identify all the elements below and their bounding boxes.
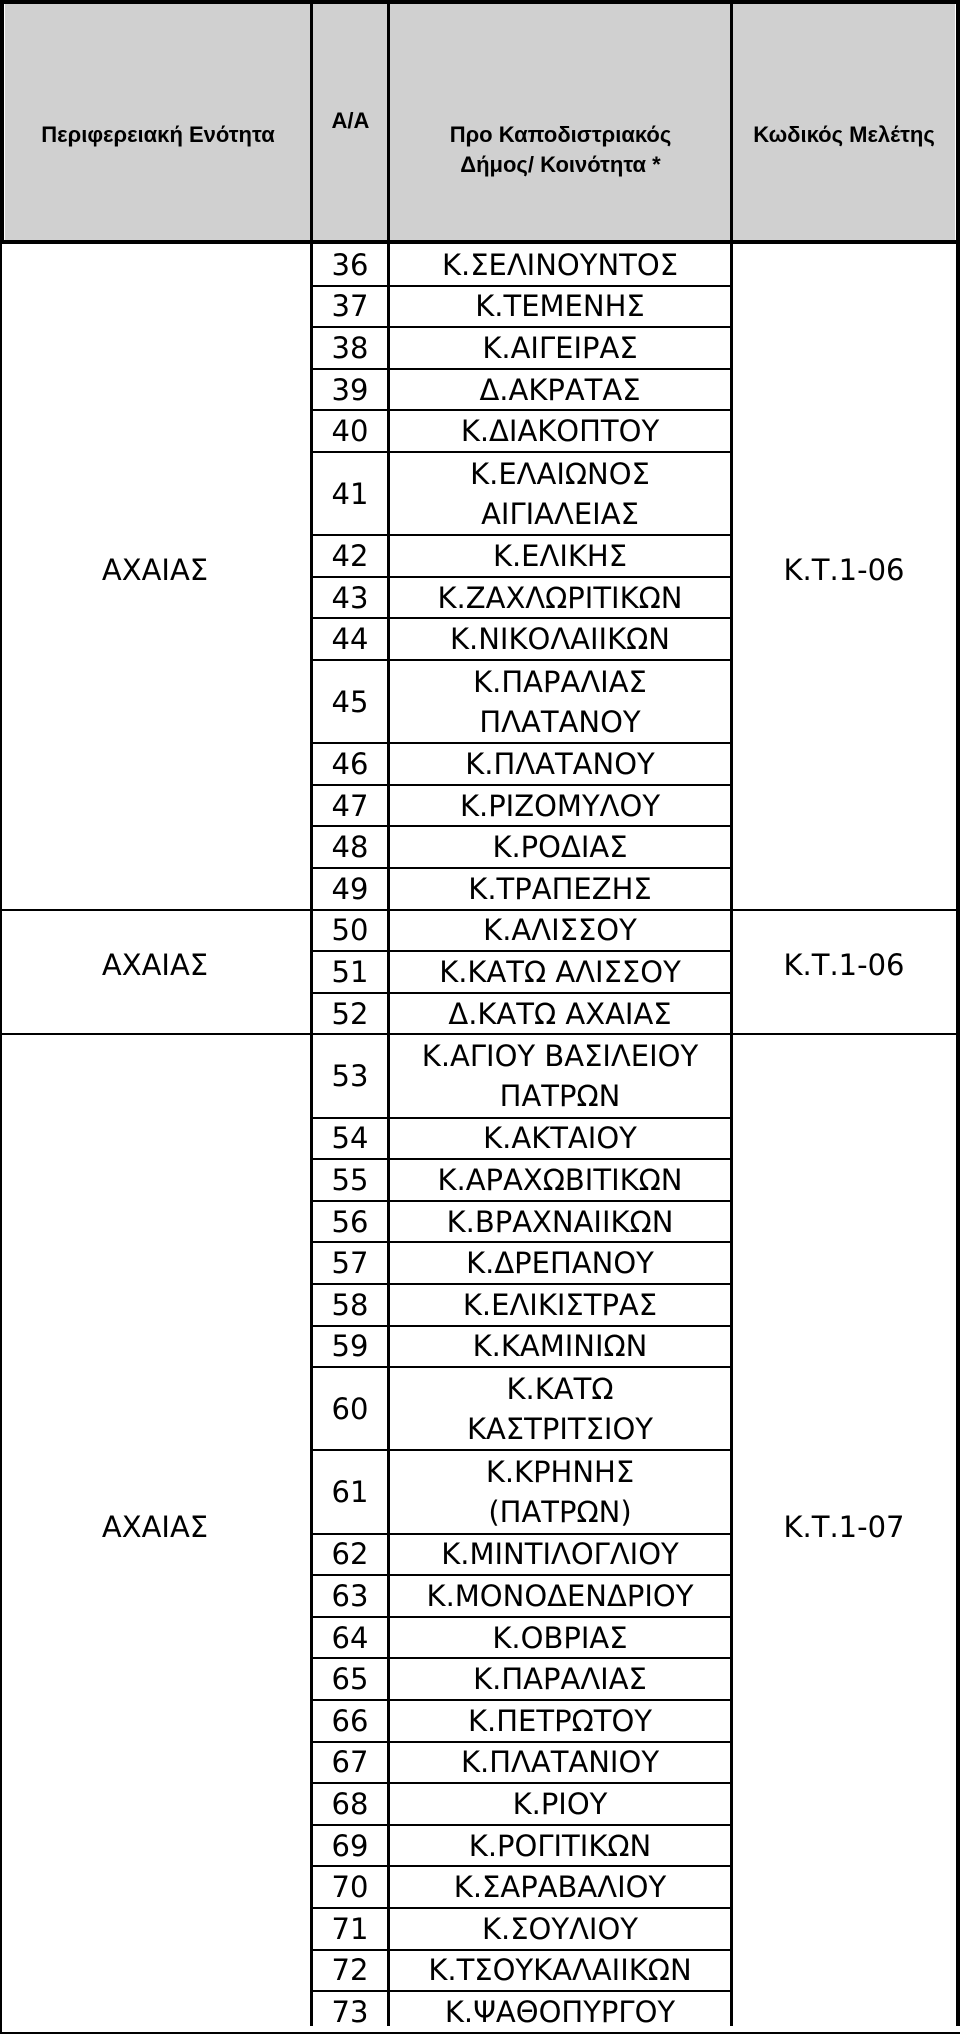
municipality-name-line2: ΚΑΣΤΡΙΤΣΙΟΥ — [466, 1411, 654, 1446]
municipality-name — [390, 660, 730, 743]
table-right-border — [956, 0, 960, 2026]
municipality-name — [390, 369, 730, 411]
municipality-name — [390, 1575, 730, 1617]
study-code-label: Κ.Τ.1-06 — [783, 948, 905, 982]
row-number: 69 — [331, 1828, 369, 1863]
table-top-border — [0, 0, 960, 4]
municipality-name-line1: Κ.ΠΕΤΡΩΤΟΥ — [468, 1703, 652, 1738]
municipality-name-line1: Κ.ΣΟΥΛΙΟΥ — [481, 1911, 639, 1946]
municipality-name-line1: Κ.ΤΡΑΠΕΖΗΣ — [468, 871, 652, 906]
municipality-name-line1: Κ.ΑΡΑΧΩΒΙΤΙΚΩΝ — [437, 1162, 683, 1197]
row-number: 60 — [331, 1391, 369, 1426]
row-number: 38 — [331, 330, 369, 365]
municipality-name — [390, 577, 730, 619]
municipality-name-line2: ΑΙΓΙΑΛΕΙΑΣ — [481, 496, 639, 531]
row-number: 54 — [331, 1121, 369, 1156]
row-number: 43 — [331, 580, 369, 615]
table-left-border — [0, 0, 4, 242]
row-number: 39 — [331, 372, 369, 407]
study-code-label: Κ.Τ.1-06 — [783, 552, 905, 587]
municipality-name — [390, 1991, 730, 2033]
municipality-name — [390, 1159, 730, 1201]
row-number: 50 — [331, 913, 369, 948]
municipality-name-line1: Κ.ΑΛΙΣΣΟΥ — [483, 913, 637, 948]
municipality-name — [390, 1700, 730, 1742]
header-code: Κωδικός Μελέτης — [753, 122, 935, 147]
municipality-name — [390, 244, 730, 286]
municipality-name-line1: Κ.ΠΑΡΑΛΙΑΣ — [473, 664, 647, 699]
municipality-name-line1: Κ.ΠΑΡΑΛΙΑΣ — [473, 1662, 647, 1697]
header-municipality-line1: Προ Καποδιστριακός — [449, 122, 672, 147]
row-number: 37 — [331, 289, 369, 324]
municipality-name-line1: Κ.ΠΛΑΤΑΝΟΥ — [465, 746, 655, 781]
municipality-name-line1: Κ.ΣΑΡΑΒΑΛΙΟΥ — [453, 1870, 667, 1905]
municipality-name — [390, 1118, 730, 1160]
municipality-name — [390, 1658, 730, 1700]
municipality-name-line1: Κ.ΔΡΕΠΑΝΟΥ — [466, 1246, 654, 1281]
municipality-name — [390, 327, 730, 369]
row-number: 72 — [331, 1953, 369, 1988]
header-region: Περιφερειακή Ενότητα — [41, 122, 275, 147]
row-number: 73 — [331, 1994, 369, 2029]
header-municipality-line2: Δήμος/ Κοινότητα * — [460, 152, 661, 177]
municipality-name-line1: Κ.ΒΡΑΧΝΑΙΙΚΩΝ — [446, 1204, 674, 1239]
municipality-name — [390, 1242, 730, 1284]
row-number: 52 — [331, 996, 369, 1031]
group-separator — [0, 2032, 960, 2034]
municipality-name — [390, 826, 730, 868]
municipality-name-line1: Κ.ΡΟΔΙΑΣ — [492, 830, 628, 865]
municipality-name — [390, 286, 730, 328]
row-number: 62 — [331, 1537, 369, 1572]
municipality-name-line1: Κ.ΚΑΤΩ — [506, 1371, 614, 1406]
municipality-name-line1: Δ.ΚΑΤΩ ΑΧΑΙΑΣ — [448, 996, 672, 1031]
municipality-name-line1: Κ.ΚΡΗΝΗΣ — [485, 1454, 635, 1489]
row-number: 47 — [331, 788, 369, 823]
municipality-name — [390, 910, 730, 952]
row-number: 48 — [331, 830, 369, 865]
municipality-name — [390, 535, 730, 577]
municipality-name — [390, 1908, 730, 1950]
municipality-name-line1: Κ.ΣΕΛΙΝΟΥΝΤΟΣ — [441, 247, 679, 282]
municipality-name — [390, 1534, 730, 1576]
row-number: 59 — [331, 1329, 369, 1364]
municipality-name — [390, 1866, 730, 1908]
municipality-name — [390, 1825, 730, 1867]
municipality-name-line1: Κ.ΕΛΙΚΗΣ — [492, 538, 628, 573]
municipality-name — [390, 785, 730, 827]
row-number: 67 — [331, 1745, 369, 1780]
row-number: 51 — [331, 954, 369, 989]
municipality-name-line2: (ΠΑΤΡΩΝ) — [488, 1494, 632, 1529]
municipality-name-line2: ΠΛΑΤΑΝΟΥ — [479, 704, 641, 739]
study-code-label: Κ.Τ.1-07 — [783, 1509, 905, 1544]
row-number: 66 — [331, 1703, 369, 1738]
municipality-name — [390, 1034, 730, 1117]
municipality-name-line1: Κ.ΤΣΟΥΚΑΛΑΙΙΚΩΝ — [428, 1953, 692, 1988]
row-number: 36 — [331, 247, 369, 282]
region-label: ΑΧΑΙΑΣ — [101, 552, 209, 587]
municipality-name-line1: Κ.ΕΛΑΙΩΝΟΣ — [470, 456, 650, 491]
municipality-name-line1: Κ.ΚΑΜΙΝΙΩΝ — [472, 1329, 648, 1364]
row-number: 45 — [331, 684, 369, 719]
divider-municipality-code — [730, 0, 733, 2026]
row-number: 55 — [331, 1162, 369, 1197]
row-number: 64 — [331, 1620, 369, 1655]
municipality-name — [390, 618, 730, 660]
municipality-name-line1: Κ.ΑΓΙΟΥ ΒΑΣΙΛΕΙΟΥ — [421, 1038, 699, 1073]
municipality-name-line1: Κ.ΨΑΘΟΠΥΡΓΟΥ — [444, 1994, 676, 2029]
municipality-name-line1: Κ.ΔΙΑΚΟΠΤΟΥ — [460, 414, 660, 449]
municipality-name-line1: Κ.ΜΙΝΤΙΛΟΓΛΙΟΥ — [441, 1537, 679, 1572]
municipality-name — [390, 1742, 730, 1784]
municipality-name — [390, 1284, 730, 1326]
row-number: 58 — [331, 1287, 369, 1322]
row-number: 53 — [331, 1058, 369, 1093]
row-number: 70 — [331, 1870, 369, 1905]
municipality-name-line1: Κ.ΠΛΑΤΑΝΙΟΥ — [460, 1745, 660, 1780]
municipality-name-line2: ΠΑΤΡΩΝ — [499, 1078, 621, 1113]
row-number: 61 — [331, 1474, 369, 1509]
row-number: 57 — [331, 1246, 369, 1281]
municipality-name — [390, 410, 730, 452]
municipality-name — [390, 1617, 730, 1659]
municipality-name — [390, 1201, 730, 1243]
municipality-name — [390, 743, 730, 785]
municipality-name — [390, 1783, 730, 1825]
municipality-name — [390, 951, 730, 993]
row-number: 49 — [331, 871, 369, 906]
municipality-name — [390, 1950, 730, 1992]
header-aa: Α/Α — [331, 108, 370, 133]
row-number: 46 — [331, 746, 369, 781]
region-label: ΑΧΑΙΑΣ — [101, 1509, 209, 1544]
row-number: 71 — [331, 1911, 369, 1946]
row-number: 68 — [331, 1786, 369, 1821]
municipality-name-line1: Δ.ΑΚΡΑΤΑΣ — [479, 372, 641, 407]
municipality-name-line1: Κ.ΑΚΤΑΙΟΥ — [483, 1121, 637, 1156]
municipality-name — [390, 868, 730, 910]
municipality-name — [390, 1450, 730, 1533]
municipality-name — [390, 452, 730, 535]
municipality-name-line1: Κ.ΖΑΧΛΩΡΙΤΙΚΩΝ — [437, 580, 683, 615]
row-number: 41 — [331, 476, 369, 511]
municipality-name-line1: Κ.ΜΟΝΟΔΕΝΔΡΙΟΥ — [426, 1578, 694, 1613]
row-number: 40 — [331, 414, 369, 449]
row-number: 63 — [331, 1578, 369, 1613]
municipality-name-line1: Κ.ΡΙΟΥ — [512, 1786, 608, 1821]
municipality-name-line1: Κ.ΤΕΜΕΝΗΣ — [475, 289, 645, 324]
municipality-name-line1: Κ.ΟΒΡΙΑΣ — [492, 1620, 628, 1655]
municipality-name-line1: Κ.ΡΙΖΟΜΥΛΟΥ — [459, 788, 661, 823]
municipality-name-line1: Κ.ΝΙΚΟΛΑΙΙΚΩΝ — [450, 622, 670, 657]
municipality-name — [390, 993, 730, 1035]
municipality-name-line1: Κ.ΑΙΓΕΙΡΑΣ — [482, 330, 638, 365]
municipality-name — [390, 1367, 730, 1450]
row-number: 56 — [331, 1204, 369, 1239]
row-number: 65 — [331, 1662, 369, 1697]
region-label: ΑΧΑΙΑΣ — [101, 948, 209, 982]
row-number: 42 — [331, 538, 369, 573]
municipality-name-line1: Κ.ΚΑΤΩ ΑΛΙΣΣΟΥ — [439, 954, 681, 989]
row-number: 44 — [331, 622, 369, 657]
municipality-name-line1: Κ.ΡΟΓΙΤΙΚΩΝ — [468, 1828, 652, 1863]
body-left-border — [0, 244, 2, 2033]
municipality-name-line1: Κ.ΕΛΙΚΙΣΤΡΑΣ — [462, 1287, 658, 1322]
municipality-name — [390, 1326, 730, 1368]
